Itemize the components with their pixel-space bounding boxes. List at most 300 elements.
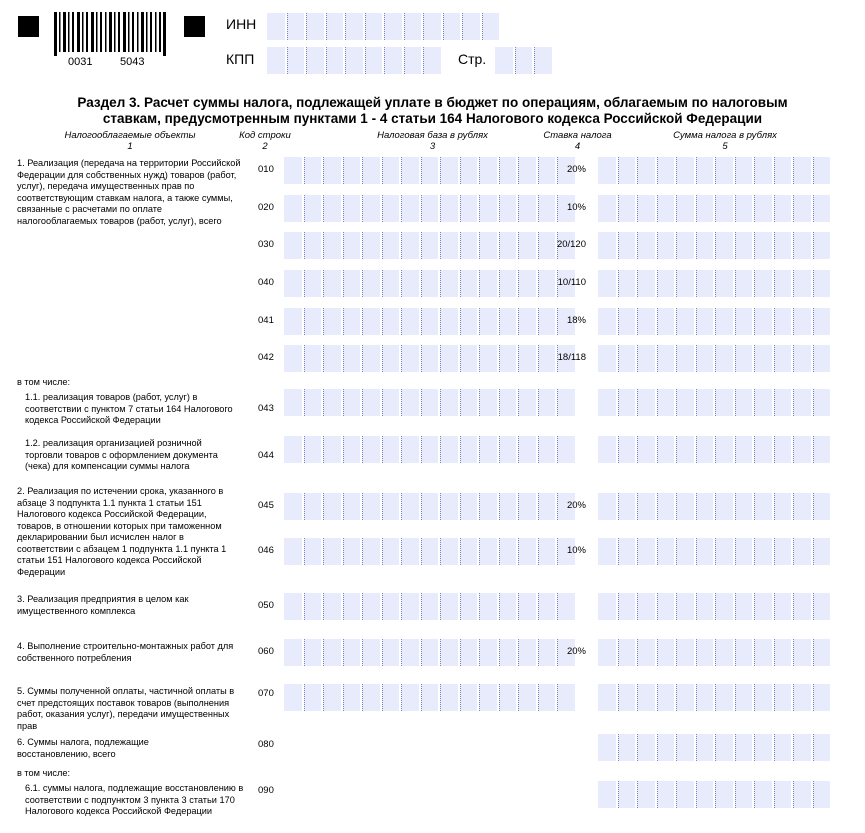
input-cell[interactable] <box>499 684 517 711</box>
input-cell[interactable] <box>343 345 361 372</box>
input-cell[interactable] <box>696 195 714 222</box>
input-cell[interactable] <box>304 493 322 520</box>
input-cell[interactable] <box>382 308 400 335</box>
input-cell[interactable] <box>793 345 811 372</box>
input-cell[interactable] <box>735 270 753 297</box>
input-cell[interactable] <box>382 538 400 565</box>
input-cell[interactable] <box>362 493 380 520</box>
input-cell[interactable] <box>287 47 305 74</box>
input-cell[interactable] <box>304 345 322 372</box>
input-cell[interactable] <box>618 308 636 335</box>
input-cell[interactable] <box>813 389 831 416</box>
input-cell[interactable] <box>421 493 439 520</box>
input-cell[interactable] <box>460 232 478 259</box>
input-cell[interactable] <box>754 593 772 620</box>
input-cell[interactable] <box>401 684 419 711</box>
input-cell[interactable] <box>404 13 422 40</box>
input-cell[interactable] <box>323 232 341 259</box>
input-cell[interactable] <box>598 308 616 335</box>
input-cell[interactable] <box>284 345 302 372</box>
base-field-070[interactable] <box>284 684 575 711</box>
input-cell[interactable] <box>304 436 322 463</box>
input-cell[interactable] <box>304 684 322 711</box>
input-cell[interactable] <box>637 684 655 711</box>
input-cell[interactable] <box>382 639 400 666</box>
input-cell[interactable] <box>362 639 380 666</box>
input-cell[interactable] <box>676 157 694 184</box>
input-cell[interactable] <box>401 389 419 416</box>
input-cell[interactable] <box>813 308 831 335</box>
input-cell[interactable] <box>793 639 811 666</box>
input-cell[interactable] <box>423 13 441 40</box>
input-cell[interactable] <box>343 195 361 222</box>
input-cell[interactable] <box>676 308 694 335</box>
input-cell[interactable] <box>598 781 616 808</box>
input-cell[interactable] <box>306 47 324 74</box>
input-cell[interactable] <box>499 345 517 372</box>
input-cell[interactable] <box>598 345 616 372</box>
input-cell[interactable] <box>793 389 811 416</box>
input-cell[interactable] <box>657 781 675 808</box>
input-cell[interactable] <box>754 345 772 372</box>
input-cell[interactable] <box>618 157 636 184</box>
input-cell[interactable] <box>284 684 302 711</box>
input-cell[interactable] <box>534 47 552 74</box>
input-cell[interactable] <box>440 195 458 222</box>
input-cell[interactable] <box>343 493 361 520</box>
sum-field-043[interactable] <box>598 389 830 416</box>
input-cell[interactable] <box>774 195 792 222</box>
input-cell[interactable] <box>715 345 733 372</box>
input-cell[interactable] <box>421 639 439 666</box>
input-cell[interactable] <box>460 195 478 222</box>
base-field-043[interactable] <box>284 389 575 416</box>
input-cell[interactable] <box>460 684 478 711</box>
input-cell[interactable] <box>618 493 636 520</box>
input-cell[interactable] <box>754 639 772 666</box>
input-cell[interactable] <box>793 157 811 184</box>
input-cell[interactable] <box>715 538 733 565</box>
input-cell[interactable] <box>460 639 478 666</box>
input-cell[interactable] <box>401 345 419 372</box>
input-cell[interactable] <box>401 639 419 666</box>
inn-field[interactable] <box>267 13 499 40</box>
input-cell[interactable] <box>304 308 322 335</box>
input-cell[interactable] <box>637 538 655 565</box>
input-cell[interactable] <box>754 781 772 808</box>
input-cell[interactable] <box>343 593 361 620</box>
input-cell[interactable] <box>323 593 341 620</box>
input-cell[interactable] <box>793 195 811 222</box>
base-field-044[interactable] <box>284 436 575 463</box>
input-cell[interactable] <box>735 538 753 565</box>
input-cell[interactable] <box>515 47 533 74</box>
input-cell[interactable] <box>323 684 341 711</box>
input-cell[interactable] <box>657 308 675 335</box>
input-cell[interactable] <box>499 493 517 520</box>
input-cell[interactable] <box>618 232 636 259</box>
input-cell[interactable] <box>598 684 616 711</box>
input-cell[interactable] <box>813 195 831 222</box>
input-cell[interactable] <box>637 157 655 184</box>
input-cell[interactable] <box>754 538 772 565</box>
input-cell[interactable] <box>538 436 556 463</box>
input-cell[interactable] <box>793 684 811 711</box>
input-cell[interactable] <box>813 734 831 761</box>
input-cell[interactable] <box>306 13 324 40</box>
input-cell[interactable] <box>538 684 556 711</box>
input-cell[interactable] <box>323 639 341 666</box>
input-cell[interactable] <box>304 270 322 297</box>
sum-field-020[interactable] <box>598 195 830 222</box>
input-cell[interactable] <box>284 538 302 565</box>
input-cell[interactable] <box>696 493 714 520</box>
input-cell[interactable] <box>304 593 322 620</box>
input-cell[interactable] <box>304 389 322 416</box>
input-cell[interactable] <box>598 493 616 520</box>
input-cell[interactable] <box>401 232 419 259</box>
input-cell[interactable] <box>735 781 753 808</box>
input-cell[interactable] <box>518 684 536 711</box>
input-cell[interactable] <box>538 593 556 620</box>
input-cell[interactable] <box>343 389 361 416</box>
input-cell[interactable] <box>754 232 772 259</box>
input-cell[interactable] <box>382 270 400 297</box>
input-cell[interactable] <box>479 639 497 666</box>
input-cell[interactable] <box>284 157 302 184</box>
input-cell[interactable] <box>598 734 616 761</box>
input-cell[interactable] <box>518 389 536 416</box>
input-cell[interactable] <box>362 270 380 297</box>
input-cell[interactable] <box>618 389 636 416</box>
input-cell[interactable] <box>495 47 513 74</box>
input-cell[interactable] <box>440 308 458 335</box>
input-cell[interactable] <box>813 781 831 808</box>
input-cell[interactable] <box>323 195 341 222</box>
input-cell[interactable] <box>754 195 772 222</box>
input-cell[interactable] <box>637 734 655 761</box>
input-cell[interactable] <box>696 157 714 184</box>
input-cell[interactable] <box>323 157 341 184</box>
input-cell[interactable] <box>754 270 772 297</box>
page-field[interactable] <box>495 47 552 74</box>
input-cell[interactable] <box>499 157 517 184</box>
input-cell[interactable] <box>284 639 302 666</box>
input-cell[interactable] <box>479 195 497 222</box>
input-cell[interactable] <box>460 345 478 372</box>
input-cell[interactable] <box>362 195 380 222</box>
input-cell[interactable] <box>676 436 694 463</box>
sum-field-045[interactable] <box>598 493 830 520</box>
input-cell[interactable] <box>343 232 361 259</box>
input-cell[interactable] <box>598 389 616 416</box>
input-cell[interactable] <box>421 195 439 222</box>
sum-field-046[interactable] <box>598 538 830 565</box>
input-cell[interactable] <box>421 157 439 184</box>
input-cell[interactable] <box>460 436 478 463</box>
input-cell[interactable] <box>382 593 400 620</box>
input-cell[interactable] <box>813 345 831 372</box>
input-cell[interactable] <box>657 270 675 297</box>
input-cell[interactable] <box>479 345 497 372</box>
input-cell[interactable] <box>676 493 694 520</box>
input-cell[interactable] <box>676 639 694 666</box>
input-cell[interactable] <box>365 13 383 40</box>
input-cell[interactable] <box>774 639 792 666</box>
input-cell[interactable] <box>284 308 302 335</box>
input-cell[interactable] <box>323 493 341 520</box>
input-cell[interactable] <box>774 493 792 520</box>
input-cell[interactable] <box>813 493 831 520</box>
input-cell[interactable] <box>323 436 341 463</box>
input-cell[interactable] <box>618 538 636 565</box>
input-cell[interactable] <box>735 195 753 222</box>
input-cell[interactable] <box>715 270 733 297</box>
input-cell[interactable] <box>343 538 361 565</box>
input-cell[interactable] <box>499 195 517 222</box>
input-cell[interactable] <box>676 232 694 259</box>
input-cell[interactable] <box>735 734 753 761</box>
input-cell[interactable] <box>323 270 341 297</box>
input-cell[interactable] <box>499 232 517 259</box>
input-cell[interactable] <box>618 270 636 297</box>
input-cell[interactable] <box>735 593 753 620</box>
input-cell[interactable] <box>793 593 811 620</box>
input-cell[interactable] <box>813 436 831 463</box>
input-cell[interactable] <box>362 436 380 463</box>
input-cell[interactable] <box>813 157 831 184</box>
input-cell[interactable] <box>637 493 655 520</box>
input-cell[interactable] <box>598 157 616 184</box>
input-cell[interactable] <box>676 684 694 711</box>
input-cell[interactable] <box>401 308 419 335</box>
input-cell[interactable] <box>715 232 733 259</box>
input-cell[interactable] <box>715 781 733 808</box>
input-cell[interactable] <box>460 308 478 335</box>
input-cell[interactable] <box>421 389 439 416</box>
input-cell[interactable] <box>382 493 400 520</box>
input-cell[interactable] <box>304 639 322 666</box>
base-field-050[interactable] <box>284 593 575 620</box>
input-cell[interactable] <box>696 538 714 565</box>
sum-field-042[interactable] <box>598 345 830 372</box>
input-cell[interactable] <box>774 270 792 297</box>
input-cell[interactable] <box>735 493 753 520</box>
input-cell[interactable] <box>421 593 439 620</box>
input-cell[interactable] <box>323 308 341 335</box>
input-cell[interactable] <box>401 593 419 620</box>
input-cell[interactable] <box>676 781 694 808</box>
input-cell[interactable] <box>384 47 402 74</box>
input-cell[interactable] <box>421 345 439 372</box>
input-cell[interactable] <box>401 270 419 297</box>
input-cell[interactable] <box>421 538 439 565</box>
input-cell[interactable] <box>440 157 458 184</box>
input-cell[interactable] <box>499 593 517 620</box>
input-cell[interactable] <box>598 436 616 463</box>
input-cell[interactable] <box>460 270 478 297</box>
input-cell[interactable] <box>462 13 480 40</box>
sum-field-041[interactable] <box>598 308 830 335</box>
input-cell[interactable] <box>676 345 694 372</box>
input-cell[interactable] <box>676 538 694 565</box>
input-cell[interactable] <box>657 436 675 463</box>
input-cell[interactable] <box>754 493 772 520</box>
input-cell[interactable] <box>774 684 792 711</box>
input-cell[interactable] <box>735 345 753 372</box>
input-cell[interactable] <box>460 157 478 184</box>
input-cell[interactable] <box>774 389 792 416</box>
input-cell[interactable] <box>323 538 341 565</box>
input-cell[interactable] <box>421 436 439 463</box>
input-cell[interactable] <box>440 436 458 463</box>
input-cell[interactable] <box>793 232 811 259</box>
input-cell[interactable] <box>479 436 497 463</box>
input-cell[interactable] <box>754 436 772 463</box>
input-cell[interactable] <box>323 345 341 372</box>
input-cell[interactable] <box>774 345 792 372</box>
input-cell[interactable] <box>598 639 616 666</box>
input-cell[interactable] <box>479 389 497 416</box>
input-cell[interactable] <box>598 270 616 297</box>
input-cell[interactable] <box>696 345 714 372</box>
input-cell[interactable] <box>735 684 753 711</box>
input-cell[interactable] <box>304 195 322 222</box>
input-cell[interactable] <box>362 593 380 620</box>
input-cell[interactable] <box>715 593 733 620</box>
input-cell[interactable] <box>518 436 536 463</box>
input-cell[interactable] <box>715 639 733 666</box>
input-cell[interactable] <box>365 47 383 74</box>
sum-field-010[interactable] <box>598 157 830 184</box>
input-cell[interactable] <box>657 157 675 184</box>
input-cell[interactable] <box>362 308 380 335</box>
input-cell[interactable] <box>715 308 733 335</box>
input-cell[interactable] <box>696 308 714 335</box>
sum-field-040[interactable] <box>598 270 830 297</box>
input-cell[interactable] <box>557 684 575 711</box>
input-cell[interactable] <box>343 270 361 297</box>
input-cell[interactable] <box>479 270 497 297</box>
input-cell[interactable] <box>735 308 753 335</box>
sum-field-044[interactable] <box>598 436 830 463</box>
input-cell[interactable] <box>735 639 753 666</box>
input-cell[interactable] <box>715 157 733 184</box>
input-cell[interactable] <box>440 593 458 620</box>
input-cell[interactable] <box>440 345 458 372</box>
input-cell[interactable] <box>440 493 458 520</box>
input-cell[interactable] <box>382 436 400 463</box>
input-cell[interactable] <box>382 157 400 184</box>
input-cell[interactable] <box>499 436 517 463</box>
input-cell[interactable] <box>557 389 575 416</box>
input-cell[interactable] <box>284 493 302 520</box>
input-cell[interactable] <box>482 13 500 40</box>
input-cell[interactable] <box>345 47 363 74</box>
input-cell[interactable] <box>715 436 733 463</box>
input-cell[interactable] <box>440 389 458 416</box>
input-cell[interactable] <box>735 232 753 259</box>
input-cell[interactable] <box>793 270 811 297</box>
input-cell[interactable] <box>618 639 636 666</box>
input-cell[interactable] <box>421 308 439 335</box>
input-cell[interactable] <box>538 389 556 416</box>
input-cell[interactable] <box>287 13 305 40</box>
input-cell[interactable] <box>696 781 714 808</box>
input-cell[interactable] <box>518 593 536 620</box>
input-cell[interactable] <box>326 13 344 40</box>
input-cell[interactable] <box>284 593 302 620</box>
input-cell[interactable] <box>440 639 458 666</box>
input-cell[interactable] <box>696 436 714 463</box>
input-cell[interactable] <box>774 538 792 565</box>
input-cell[interactable] <box>676 389 694 416</box>
input-cell[interactable] <box>774 593 792 620</box>
input-cell[interactable] <box>637 593 655 620</box>
input-cell[interactable] <box>696 270 714 297</box>
input-cell[interactable] <box>618 195 636 222</box>
input-cell[interactable] <box>284 389 302 416</box>
input-cell[interactable] <box>343 157 361 184</box>
input-cell[interactable] <box>284 436 302 463</box>
input-cell[interactable] <box>362 538 380 565</box>
input-cell[interactable] <box>657 195 675 222</box>
input-cell[interactable] <box>793 781 811 808</box>
input-cell[interactable] <box>618 593 636 620</box>
input-cell[interactable] <box>304 538 322 565</box>
input-cell[interactable] <box>343 684 361 711</box>
input-cell[interactable] <box>499 538 517 565</box>
input-cell[interactable] <box>813 232 831 259</box>
input-cell[interactable] <box>657 389 675 416</box>
input-cell[interactable] <box>793 538 811 565</box>
kpp-field[interactable] <box>267 47 441 74</box>
sum-field-090[interactable] <box>598 781 830 808</box>
input-cell[interactable] <box>754 308 772 335</box>
input-cell[interactable] <box>657 538 675 565</box>
input-cell[interactable] <box>460 538 478 565</box>
input-cell[interactable] <box>637 436 655 463</box>
input-cell[interactable] <box>715 195 733 222</box>
input-cell[interactable] <box>637 195 655 222</box>
input-cell[interactable] <box>362 157 380 184</box>
input-cell[interactable] <box>813 270 831 297</box>
input-cell[interactable] <box>774 436 792 463</box>
input-cell[interactable] <box>460 493 478 520</box>
input-cell[interactable] <box>460 593 478 620</box>
input-cell[interactable] <box>382 684 400 711</box>
input-cell[interactable] <box>479 232 497 259</box>
input-cell[interactable] <box>813 639 831 666</box>
input-cell[interactable] <box>401 493 419 520</box>
input-cell[interactable] <box>676 734 694 761</box>
input-cell[interactable] <box>696 389 714 416</box>
input-cell[interactable] <box>774 308 792 335</box>
input-cell[interactable] <box>696 593 714 620</box>
input-cell[interactable] <box>598 538 616 565</box>
input-cell[interactable] <box>499 389 517 416</box>
input-cell[interactable] <box>813 684 831 711</box>
input-cell[interactable] <box>557 593 575 620</box>
input-cell[interactable] <box>382 389 400 416</box>
input-cell[interactable] <box>657 734 675 761</box>
input-cell[interactable] <box>362 684 380 711</box>
input-cell[interactable] <box>421 232 439 259</box>
input-cell[interactable] <box>774 232 792 259</box>
input-cell[interactable] <box>460 389 478 416</box>
input-cell[interactable] <box>362 232 380 259</box>
input-cell[interactable] <box>362 389 380 416</box>
